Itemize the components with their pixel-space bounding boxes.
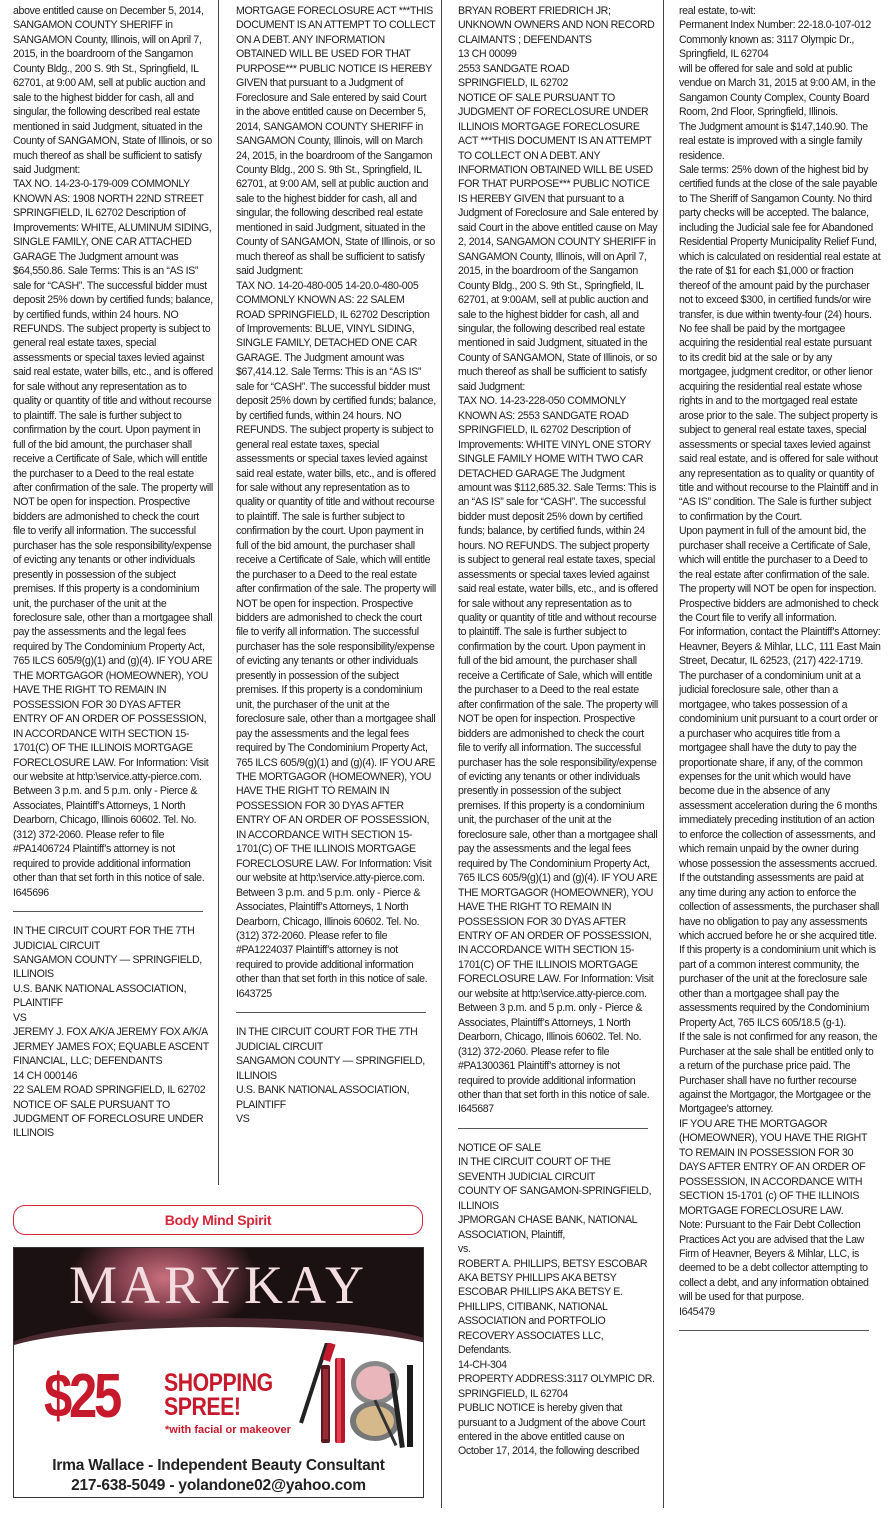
versus: vs. [458,1243,471,1256]
case-number: 14 CH 000146 [13,1069,78,1082]
notice-separator [458,1128,648,1129]
notice-title: NOTICE OF SALE [458,1141,541,1154]
column-2 [236,4,436,1126]
notice-paragraph: NOTICE OF SALE PURSUANT TO JUDGMENT OF FORECLOSURE UNDER ILLINOIS MORTGAGE FORECLOSURE ACT ***THIS DOCUMENT IS AN ATTEMPT TO COLLECT ON A DEBT. ANY INFORMATION OBTAINED WILL BE USED FOR THAT PURPOSE*** PUBLIC NOTICE IS HEREBY GIVEN that pursuant to a Judgment of Foreclosure and Sale entered by said Court in the above entitled cause on May 2, 2014, SANGAMON COUNTY SHERIFF in SANGAMON County, Illinois, will on April 7, 2015, in the boardroom of the Sangamon County Bldg., 200 S. 9th St., Springfield, IL 62701, at 9:00AM, sell at public auction and sale to the highest bidder for cash, all and singular, the following described real estate mentioned in said Judgment, situated in the County of SANGAMON, State of Illinois, or so much thereof as shall be sufficient to satisfy said Judgment: [458,91,658,393]
court-heading: IN THE CIRCUIT COURT FOR THE 7TH JUDICIAL CIRCUIT [236,1026,418,1053]
property-address: PROPERTY ADDRESS:3117 OLYMPIC DR. SPRINGFIELD, IL 62704 [458,1373,655,1400]
case-number: 13 CH 00099 [458,48,517,61]
section-label [13,1205,423,1235]
versus: VS [13,1011,27,1024]
property-address: 2553 SANDGATE ROAD [458,62,570,75]
legal-notice [236,4,436,1001]
column-4 [679,4,881,1343]
sale-terms: Sale terms: 25% down of the highest bid by certified funds at the close of the sale payable to The Sheriff of Sangamon County. No third party checks will be accepted. The balance, including the Judicial sale fee for Abandoned Residential Property Municipality Relief Fund, which is calculated on residential real estate at the rate of $1 for each $1,000 or fraction thereof of the amount paid by the purchaser not to exceed $300, in certified funds/or wire transfer, is due within twenty-four (24) hours. No fee shall be paid by the mortgagee acquiring the residential real estate pursuant to its credit bid at the sale or by any mortgagee, judgment creditor, or other lienor acquiring the residential real estate whose rights in and to the mortgaged real estate arose prior to the sale. The subject property is subject to general real estate taxes, special assessments or special taxes levied against said real estate, and is offered for sale without any representation as to quality or quantity of title and without recourse to the Plaintiff and in “AS IS” condition. The Sale is further subject to confirmation by the Court. [679,163,881,523]
notice-paragraph: TAX NO. 14-23-228-050 COMMONLY KNOWN AS: 2553 SANDGATE ROAD SPRINGFIELD, IL 62702 Description of Improvements: WHITE VINYL ONE STORY SINGLE FAMILY HOME WITH TWO CAR DETACHED GARAGE The Judgment amount was $112,685.32. Sale Terms: This is an “AS IS” sale for “CASH”. The successful bidder must deposit 25% down by certified funds; balance, by certified funds, within 24 hours. NO REFUNDS. The subject property is subject to general real estate taxes, special assessments or special taxes levied against said real estate, water bills, etc., and is offered for sale without any representation as to quality or quantity of title and without recourse to plaintiff. The sale is further subject to confirmation by the court. Upon payment in full of the bid amount, the purchaser shall receive a Certificate of Sale, which will entitle the purchaser to a Deed to the real estate after confirmation of the sale. The property will NOT be open for inspection. Prospective bidders are admonished to check the court file to verify all information. The successful purchaser has the sole responsibility/expense of evicting any tenants or other individuals presently in possession of the subject premises. If this property is a condominium unit, the purchaser of the unit at the foreclosure sale, other than a mortgagee shall pay the assessments and the legal fees required by The Condominium Property Act, 765 ILCS 605/9(g)(1) and (g)(4). IF YOU ARE THE MORTGAGOR (HOMEOWNER), YOU HAVE THE RIGHT TO REMAIN IN POSSESSION FOR 30 DYAS AFTER ENTRY OF AN ORDER OF POSSESSION, IN ACCORDANCE WITH SECTION 15-1701(C) OF THE ILLINOIS MORTGAGE FORECLOSURE LAW. For Information: Visit our website at http:\service.atty-pierce.com. Between 3 p.m. and 5 p.m. only - Pierce & Associates, Plaintiff’s Attorneys, 1 North Dearborn, Chicago, Illinois 60602. Tel. No. (312) 372-2060. Please refer to file #PA1300361 Plaintiff’s attorney is not required to provide additional information other than that set forth in this notice of sale. [458,395,658,1101]
notice-paragraph: If the sale is not confirmed for any reason, the Purchaser at the sale shall be entitled only to a return of the purchase price paid. The Purchaser shall have no further recourse against the Mortgagor, the Mortgagee or the Mortgagee’s attorney. [679,1031,878,1116]
consultant-contact: 217-638-5049 - yolandone02@yahoo.com [71,1477,366,1494]
court-heading: IN THE CIRCUIT COURT FOR THE 7TH JUDICIAL CIRCUIT [13,925,195,952]
notice-paragraph: MORTGAGE FORECLOSURE ACT ***THIS DOCUMENT IS AN ATTEMPT TO COLLECT ON A DEBT. ANY INFORMATION OBTAINED WILL BE USED FOR THAT PURPOSE*** PUBLIC NOTICE IS HEREBY GIVEN that pursuant to a Judgment of Foreclosure and Sale entered by said Court in the above entitled cause on December 5, 2014, SANGAMON COUNTY SHERIFF in SANGAMON County, Illinois, will on March 24, 2015, in the boardroom of the Sangamon County Bldg., 200 S. 9th St., Springfield, IL 62701, at 9:00 AM, sell at public auction and sale to the highest bidder for cash, all and singular, the following described real estate mentioned in said Judgment, situated in the County of SANGAMON, State of Illinois, or so much thereof as shall be sufficient to satisfy said Judgment: [236,5,436,278]
ad-headline [164,1371,273,1419]
versus: VS [236,1112,250,1125]
notice-paragraph: Upon payment in full of the amount bid, the purchaser shall receive a Certificate of Sale, which will entitle the purchaser to a Deed to the real estate after confirmation of the sale. [679,525,871,581]
section-label-text: Body Mind Spirit [164,1212,272,1228]
advertisement [13,1247,424,1498]
notice-paragraph: real estate, to-wit: [679,5,756,17]
ad-price: $25 [44,1362,119,1431]
county-heading: SANGAMON COUNTY — SPRINGFIELD, ILLINOIS [236,1055,425,1082]
notice-paragraph: will be offered for sale and sold at public vendue on March 31, 2015 at 9:00 AM, in the Sangamon County Complex, County Board Room, 2nd Floor, Springfield, Illinois. [679,62,876,119]
permanent-index-number: Permanent Index Number: 22-18.0-107-012 [679,19,871,32]
notice-paragraph: IF YOU ARE THE MORTGAGOR (HOMEOWNER), YOU HAVE THE RIGHT TO REMAIN IN POSSESSION FOR 30 DAYS AFTER ENTRY OF AN ORDER OF POSSESSION, IN ACCORDANCE WITH SECTION 15-1701 (c) OF THE ILLINOIS MORTGAGE FORECLOSURE LAW. [679,1117,867,1217]
notice-separator [13,911,203,912]
notice-paragraph: The purchaser of a condominium unit at a judicial foreclosure sale, other than a mortgagee, who takes possession of a condominium unit pursuant to a court order or a purchaser who acquires title from a mortgagee shall have the duty to pay the proportionate share, if any, of the common expenses for the unit which would have become due in the absence of any assessment acceleration during the 6 months immediately preceding institution of an action to enforce the collection of assessments, and which remain unpaid by the owner during whose possession the assessments accrued. If the outstanding assessments are paid at any time during any action to enforce the collection of assessments, the purchaser shall have no obligation to pay any assessments which accrued before he or she acquired title. If this property is a condominium unit which is part of a common interest community, the purchaser of the unit at the foreclosure sale other than a mortgagee shall pay the assessments required by the Condominium Property Act, 765 ILCS 605/18.5 (g-1). [679,669,880,1029]
notice-paragraph: Note: Pursuant to the Fair Debt Collection Practices Act you are advised that the Law Firm of Heavner, Beyers & Mihlar, LLC, is deemed to be a debt collector attempting to collect a debt, and any information obtained will be used for that purpose. [679,1219,869,1304]
notice-paragraph: The property will NOT be open for inspection. Prospective bidders are admonished to check the Court file to verify all information. [679,583,879,625]
notice-paragraph: TAX NO. 14-23-0-179-009 COMMONLY KNOWN AS: 1908 NORTH 22ND STREET SPRINGFIELD, IL 62702 Description of Improvements: WHITE, ALUMINUM SIDING, SINGLE FAMILY, ONE CAR ATTACHED GARAGE The Judgment amount was $64,550.86. Sale Terms: This is an “AS IS” sale for “CASH”. The successful bidder must deposit 25% down by certified funds; balance, by certified funds, within 24 hours. NO REFUNDS. The subject property is subject to general real estate taxes, special assessments or special taxes levied against said real estate, water bills, etc., and is offered for sale without any representation as to quality or quantity of title and without recourse to plaintiff. The sale is further subject to confirmation by the court. Upon payment in full of the bid amount, the purchaser shall receive a Certificate of Sale, which will entitle the purchaser to a Deed to the real estate after confirmation of the sale. The property will NOT be open for inspection. Prospective bidders are admonished to check the court file to verify all information. The successful purchaser has the sole responsibility/expense of evicting any tenants or other individuals presently in possession of the subject premises. If this property is a condominium unit, the purchaser of the unit at the foreclosure sale, other than a mortgagee shall pay the assessments and the legal fees required by The Condominium Property Act, 765 ILCS 605/9(g)(1) and (g)(4). IF YOU ARE THE MORTGAGOR (HOMEOWNER), YOU HAVE THE RIGHT TO REMAIN IN POSSESSION FOR 30 DYAS AFTER ENTRY OF AN ORDER OF POSSESSION, IN ACCORDANCE WITH SECTION 15-1701(C) OF THE ILLINOIS MORTGAGE FORECLOSURE LAW. For Information: Visit our website at http:\service.atty-pierce.com. Between 3 p.m. and 5 p.m. only - Pierce & Associates, Plaintiff’s Attorneys, 1 North Dearborn, Chicago, Illinois 60602. Tel. No. (312) 372-2060. Please refer to file #PA1406724 Plaintiff’s attorney is not required to provide additional information other than that set forth in this notice of sale. [13,178,213,885]
column-divider [441,0,442,1508]
consultant-name: Irma Wallace - Independent Beauty Consultant [52,1457,385,1474]
notice-separator [236,1012,426,1013]
cosmetics-products-icon [289,1343,419,1453]
notice-id: I645479 [679,1305,715,1318]
notice-paragraph: NOTICE OF SALE PURSUANT TO JUDGMENT OF FORECLOSURE UNDER ILLINOIS [13,1098,204,1140]
court-heading: IN THE CIRCUIT COURT OF THE SEVENTH JUDICIAL CIRCUIT [458,1156,611,1183]
notice-paragraph: TAX NO. 14-20-480-005 14-20.0-480-005 COMMONLY KNOWN AS: 22 SALEM ROAD SPRINGFIELD, IL 62702 Description of Improvements: BLUE, VINYL SIDING, SINGLE FAMILY, DETACHED ONE CAR GARAGE. The Judgment amount was $67,414.12. Sale Terms: This is an “AS IS” sale for “CASH”. The successful bidder must deposit 25% down by certified funds; balance, by certified funds, within 24 hours. NO REFUNDS. The subject property is subject to general real estate taxes, special assessments or special taxes levied against said real estate, water bills, etc., and is offered for sale without any representation as to quality or quantity of title and without recourse to plaintiff. The sale is further subject to confirmation by the court. Upon payment in full of the bid amount, the purchaser shall receive a Certificate of Sale, which will entitle the purchaser to a Deed to the real estate after confirmation of the sale. The property will NOT be open for inspection. Prospective bidders are admonished to check the court file to verify all information. The successful purchaser has the sole responsibility/expense of evicting any tenants or other individuals presently in possession of the subject premises. If this property is a condominium unit, the purchaser of the unit at the foreclosure sale, other than a mortgagee shall pay the assessments and the legal fees required by The Condominium Property Act, 765 ILCS 605/9(g)(1) and (g)(4). IF YOU ARE THE MORTGAGOR (HOMEOWNER), YOU HAVE THE RIGHT TO REMAIN IN POSSESSION FOR 30 DYAS AFTER ENTRY OF AN ORDER OF POSSESSION, IN ACCORDANCE WITH SECTION 15-1701(C) OF THE ILLINOIS MORTGAGE FORECLOSURE LAW. For Information: Visit our website at http:\service.atty-pierce.com. Between 3 p.m. and 5 p.m. only - Pierce & Associates, Plaintiff’s Attorneys, 1 North Dearborn, Chicago, Illinois 60602. Tel. No. (312) 372-2060. Please refer to file #PA1224037 Plaintiff’s attorney is not required to provide additional information other than that set forth in this notice of sale. [236,279,436,986]
case-number: 14-CH-304 [458,1358,507,1371]
judgment-amount: The Judgment amount is $147,140.90. The real estate is improved with a single family residence. [679,120,868,162]
plaintiff: U.S. BANK NATIONAL ASSOCIATION, PLAINTIFF [236,1084,410,1111]
column-1 [13,4,213,1141]
column-divider [663,0,664,1508]
legal-notice [236,1025,436,1126]
property-city: SPRINGFIELD, IL 62702 [458,77,569,90]
notice-id: I645687 [458,1103,494,1116]
legal-notice [13,4,213,900]
ad-headline-line: SHOPPING [164,1369,273,1397]
defendants: JEREMY J. FOX A/K/A JEREMY FOX A/K/A JERMEY JAMES FOX; EQUABLE ASCENT FINANCIAL, LLC; DEFENDANTS [13,1026,209,1068]
ad-brand-logo: MARYKAY [68,1255,369,1315]
legal-notice [458,1141,658,1459]
column-3 [458,4,658,1459]
legal-notice [679,4,881,1319]
notice-paragraph: PUBLIC NOTICE is hereby given that pursuant to a Judgment of the above Court entered in the above entitled cause on October 17, 2014, the following described [458,1402,646,1458]
legal-notice [13,924,213,1141]
notice-paragraph: above entitled cause on December 5, 2014, SANGAMON COUNTY SHERIFF in SANGAMON County, Illinois, will on April 7, 2015, in the boardroom of the Sangamon County Bldg., 200 S. 9th St., Springfield, IL 62701, at 9:00 AM, sell at public auction and sale to the highest bidder for cash, all and singular, the following described real estate mentioned in said Judgment, situated in the County of SANGAMON, State of Illinois, or so much thereof as shall be sufficient to satisfy said Judgment: [13,5,212,176]
commonly-known-as: Commonly known as: 3117 Olympic Dr., Springfield, IL 62704 [679,33,855,61]
county-heading: COUNTY OF SANGAMON-SPRINGFIELD, ILLINOIS [458,1185,652,1212]
county-heading: SANGAMON COUNTY — SPRINGFIELD, ILLINOIS [13,954,202,981]
notice-separator [679,1330,869,1331]
defendants: BRYAN ROBERT FRIEDRICH JR; UNKNOWN OWNERS AND NON RECORD CLAIMANTS ; DEFENDANTS [458,5,655,46]
plaintiff: U.S. BANK NATIONAL ASSOCIATION, PLAINTIFF [13,982,187,1010]
notice-id: I643725 [236,987,272,1000]
ad-headline-line: SPREE! [164,1393,241,1421]
plaintiff: JPMORGAN CHASE BANK, NATIONAL ASSOCIATION, Plaintiff, [458,1214,637,1241]
notice-id: I645696 [13,886,49,899]
defendants: ROBERT A. PHILLIPS, BETSY ESCOBAR AKA BETSY PHILLIPS AKA BETSY ESCOBAR PHILLIPS AKA BETSY E. PHILLIPS, CITIBANK, NATIONAL ASSOCIATION and PORTFOLIO RECOVERY ASSOCIATES LLC, Defendants. [458,1257,648,1357]
attorney-contact: For information, contact the Plaintiff’s Attorney: Heavner, Beyers & Mihlar, LLC, 111 East Main Street, Decatur, IL 62523, (217) 422-1719. [679,626,881,668]
legal-notice [458,4,658,1117]
ad-note: *with facial or makeover [165,1424,291,1436]
ad-consultant-info [14,1456,423,1496]
column-divider [218,0,219,1185]
property-address: 22 SALEM ROAD SPRINGFIELD, IL 62702 [13,1084,206,1097]
